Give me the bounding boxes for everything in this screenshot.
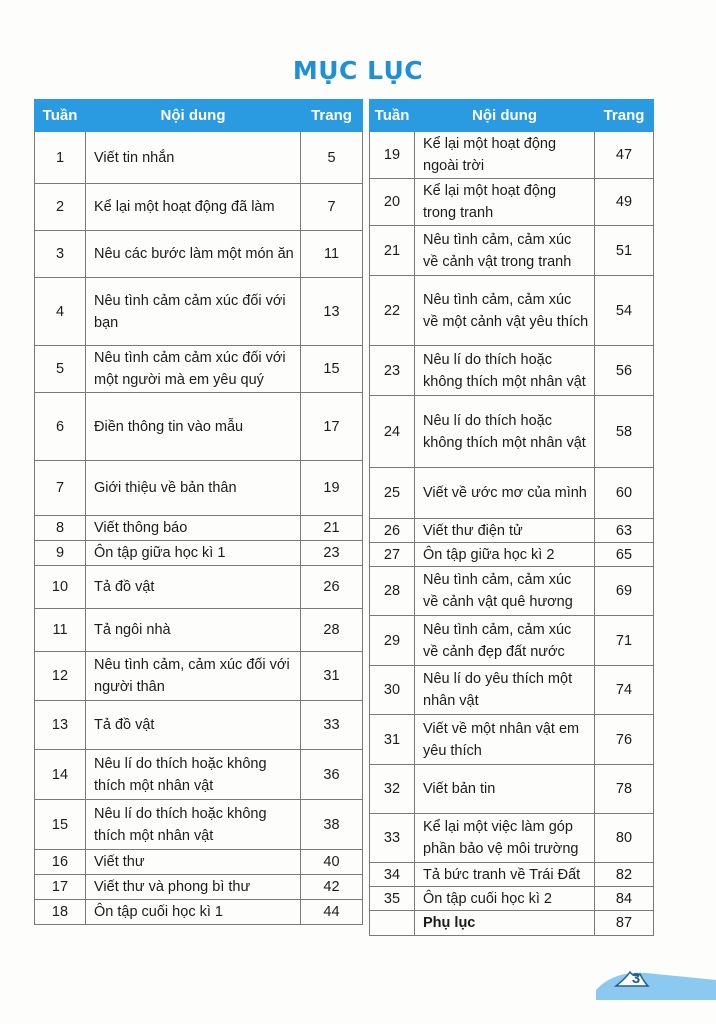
content-cell: Viết về một nhân vật em yêu thích	[415, 715, 595, 765]
table-header	[370, 100, 654, 132]
week-cell: 35	[370, 887, 415, 911]
toc-table-right	[369, 99, 654, 936]
content-cell: Nêu tình cảm, cảm xúc đối với người thân	[86, 652, 301, 701]
page-cell: 63	[595, 519, 654, 543]
week-cell: 7	[35, 461, 86, 516]
page-cell: 65	[595, 543, 654, 567]
page-cell: 74	[595, 666, 654, 715]
toc-table-left	[34, 99, 363, 925]
page-cell: 40	[301, 850, 363, 875]
content-cell: Ôn tập giữa học kì 1	[86, 541, 301, 566]
table-row	[370, 863, 654, 887]
content-cell: Viết thư và phong bì thư	[86, 875, 301, 900]
page-cell: 42	[301, 875, 363, 900]
content-cell: Tả đồ vật	[86, 566, 301, 609]
week-cell: 33	[370, 814, 415, 863]
page-number-tab	[596, 960, 716, 1000]
week-cell: 14	[35, 750, 86, 800]
content-cell: Giới thiệu về bản thân	[86, 461, 301, 516]
week-cell: 9	[35, 541, 86, 566]
week-cell: 34	[370, 863, 415, 887]
table-row	[35, 800, 363, 850]
page-cell: 26	[301, 566, 363, 609]
content-cell: Viết về ước mơ của mình	[415, 468, 595, 519]
table-row	[370, 715, 654, 765]
table-row	[370, 887, 654, 911]
page-title: MỤC LỤC	[292, 56, 424, 85]
table-row	[370, 468, 654, 519]
week-cell: 18	[35, 900, 86, 925]
week-cell: 6	[35, 393, 86, 461]
content-cell: Nêu các bước làm một món ăn	[86, 231, 301, 278]
content-cell: Nêu tình cảm, cảm xúc về cảnh vật quê hương	[415, 567, 595, 616]
page-cell: 84	[595, 887, 654, 911]
page-cell: 76	[595, 715, 654, 765]
table-row	[35, 278, 363, 346]
header-week: Tuần	[35, 100, 86, 132]
page-cell: 44	[301, 900, 363, 925]
content-cell: Ôn tập cuối học kì 1	[86, 900, 301, 925]
page-cell: 13	[301, 278, 363, 346]
week-cell: 27	[370, 543, 415, 567]
content-cell: Nêu lí do thích hoặc không thích một nhân vật	[86, 750, 301, 800]
content-cell: Nêu tình cảm, cảm xúc về một cảnh vật yêu thích	[415, 276, 595, 346]
week-cell: 23	[370, 346, 415, 396]
content-cell: Tả bức tranh về Trái Đất	[415, 863, 595, 887]
content-cell: Viết bản tin	[415, 765, 595, 814]
week-cell: 16	[35, 850, 86, 875]
table-row	[370, 346, 654, 396]
table-row	[370, 567, 654, 616]
page-cell: 28	[301, 609, 363, 652]
table-row	[35, 541, 363, 566]
page-cell: 80	[595, 814, 654, 863]
table-row	[370, 226, 654, 276]
page-cell: 11	[301, 231, 363, 278]
page-cell: 56	[595, 346, 654, 396]
page-cell: 54	[595, 276, 654, 346]
content-cell: Kể lại một hoạt động ngoài trời	[415, 132, 595, 179]
table-row	[35, 184, 363, 231]
header-content: Nội dung	[415, 100, 595, 132]
table-row	[370, 911, 654, 936]
page-cell: 87	[595, 911, 654, 936]
page-cell: 51	[595, 226, 654, 276]
table-row	[35, 516, 363, 541]
content-cell: Nêu lí do thích hoặc không thích một nhân vật	[415, 396, 595, 468]
content-cell: Kể lại một việc làm góp phần bảo vệ môi trường	[415, 814, 595, 863]
week-cell: 10	[35, 566, 86, 609]
table-row	[35, 346, 363, 393]
page-cell: 17	[301, 393, 363, 461]
header-content: Nội dung	[86, 100, 301, 132]
week-cell: 20	[370, 179, 415, 226]
table-row	[35, 652, 363, 701]
page-cell: 60	[595, 468, 654, 519]
table-row	[35, 566, 363, 609]
content-cell: Viết thư điện tử	[415, 519, 595, 543]
content-cell: Tả đồ vật	[86, 701, 301, 750]
page-cell: 19	[301, 461, 363, 516]
page-cell: 78	[595, 765, 654, 814]
table-row	[370, 814, 654, 863]
week-cell: 8	[35, 516, 86, 541]
week-cell: 11	[35, 609, 86, 652]
table-row	[35, 393, 363, 461]
page-cell: 36	[301, 750, 363, 800]
content-cell: Nêu lí do yêu thích một nhân vật	[415, 666, 595, 715]
week-cell: 15	[35, 800, 86, 850]
table-row	[370, 396, 654, 468]
page-cell: 33	[301, 701, 363, 750]
content-cell: Viết tin nhắn	[86, 132, 301, 184]
table-row	[370, 519, 654, 543]
week-cell: 13	[35, 701, 86, 750]
page-cell: 82	[595, 863, 654, 887]
week-cell: 28	[370, 567, 415, 616]
table-row	[370, 276, 654, 346]
header-page: Trang	[301, 100, 363, 132]
table-row	[370, 179, 654, 226]
content-cell: Viết thông báo	[86, 516, 301, 541]
page-cell: 71	[595, 616, 654, 666]
content-cell: Nêu lí do thích hoặc không thích một nhân vật	[86, 800, 301, 850]
table-row	[35, 850, 363, 875]
table-row	[35, 701, 363, 750]
table-header	[35, 100, 363, 132]
content-cell: Kể lại một hoạt động trong tranh	[415, 179, 595, 226]
week-cell: 21	[370, 226, 415, 276]
content-cell: Nêu tình cảm, cảm xúc về cảnh đẹp đất nước	[415, 616, 595, 666]
content-cell: Ôn tập cuối học kì 2	[415, 887, 595, 911]
table-row	[35, 461, 363, 516]
week-cell: 29	[370, 616, 415, 666]
table-row	[370, 765, 654, 814]
content-cell: Nêu lí do thích hoặc không thích một nhân vật	[415, 346, 595, 396]
header-week: Tuần	[370, 100, 415, 132]
week-cell: 24	[370, 396, 415, 468]
content-cell: Tả ngôi nhà	[86, 609, 301, 652]
page-cell: 7	[301, 184, 363, 231]
week-cell: 32	[370, 765, 415, 814]
page-cell: 5	[301, 132, 363, 184]
header-page: Trang	[595, 100, 654, 132]
week-cell: 19	[370, 132, 415, 179]
week-cell: 2	[35, 184, 86, 231]
week-cell	[370, 911, 415, 936]
week-cell: 4	[35, 278, 86, 346]
table-row	[35, 875, 363, 900]
content-cell: Viết thư	[86, 850, 301, 875]
table-row	[35, 750, 363, 800]
week-cell: 5	[35, 346, 86, 393]
page-cell: 49	[595, 179, 654, 226]
content-cell: Nêu tình cảm cảm xúc đối với một người mà em yêu quý	[86, 346, 301, 393]
content-cell: Nêu tình cảm cảm xúc đối với bạn	[86, 278, 301, 346]
table-row	[370, 543, 654, 567]
week-cell: 22	[370, 276, 415, 346]
content-cell: Phụ lục	[415, 911, 595, 936]
table-row	[35, 609, 363, 652]
page-cell: 69	[595, 567, 654, 616]
week-cell: 31	[370, 715, 415, 765]
week-cell: 17	[35, 875, 86, 900]
table-row	[35, 231, 363, 278]
page-cell: 58	[595, 396, 654, 468]
page-cell: 15	[301, 346, 363, 393]
page-cell: 47	[595, 132, 654, 179]
page-cell: 31	[301, 652, 363, 701]
page-cell: 23	[301, 541, 363, 566]
table-row	[370, 666, 654, 715]
week-cell: 3	[35, 231, 86, 278]
week-cell: 25	[370, 468, 415, 519]
page-number: 3	[631, 970, 641, 987]
week-cell: 1	[35, 132, 86, 184]
page-cell: 38	[301, 800, 363, 850]
table-row	[370, 616, 654, 666]
content-cell: Điền thông tin vào mẫu	[86, 393, 301, 461]
table-row	[370, 132, 654, 179]
week-cell: 12	[35, 652, 86, 701]
table-row	[35, 900, 363, 925]
content-cell: Nêu tình cảm, cảm xúc về cảnh vật trong tranh	[415, 226, 595, 276]
table-row	[35, 132, 363, 184]
page-cell: 21	[301, 516, 363, 541]
content-cell: Kể lại một hoạt động đã làm	[86, 184, 301, 231]
content-cell: Ôn tập giữa học kì 2	[415, 543, 595, 567]
week-cell: 30	[370, 666, 415, 715]
week-cell: 26	[370, 519, 415, 543]
